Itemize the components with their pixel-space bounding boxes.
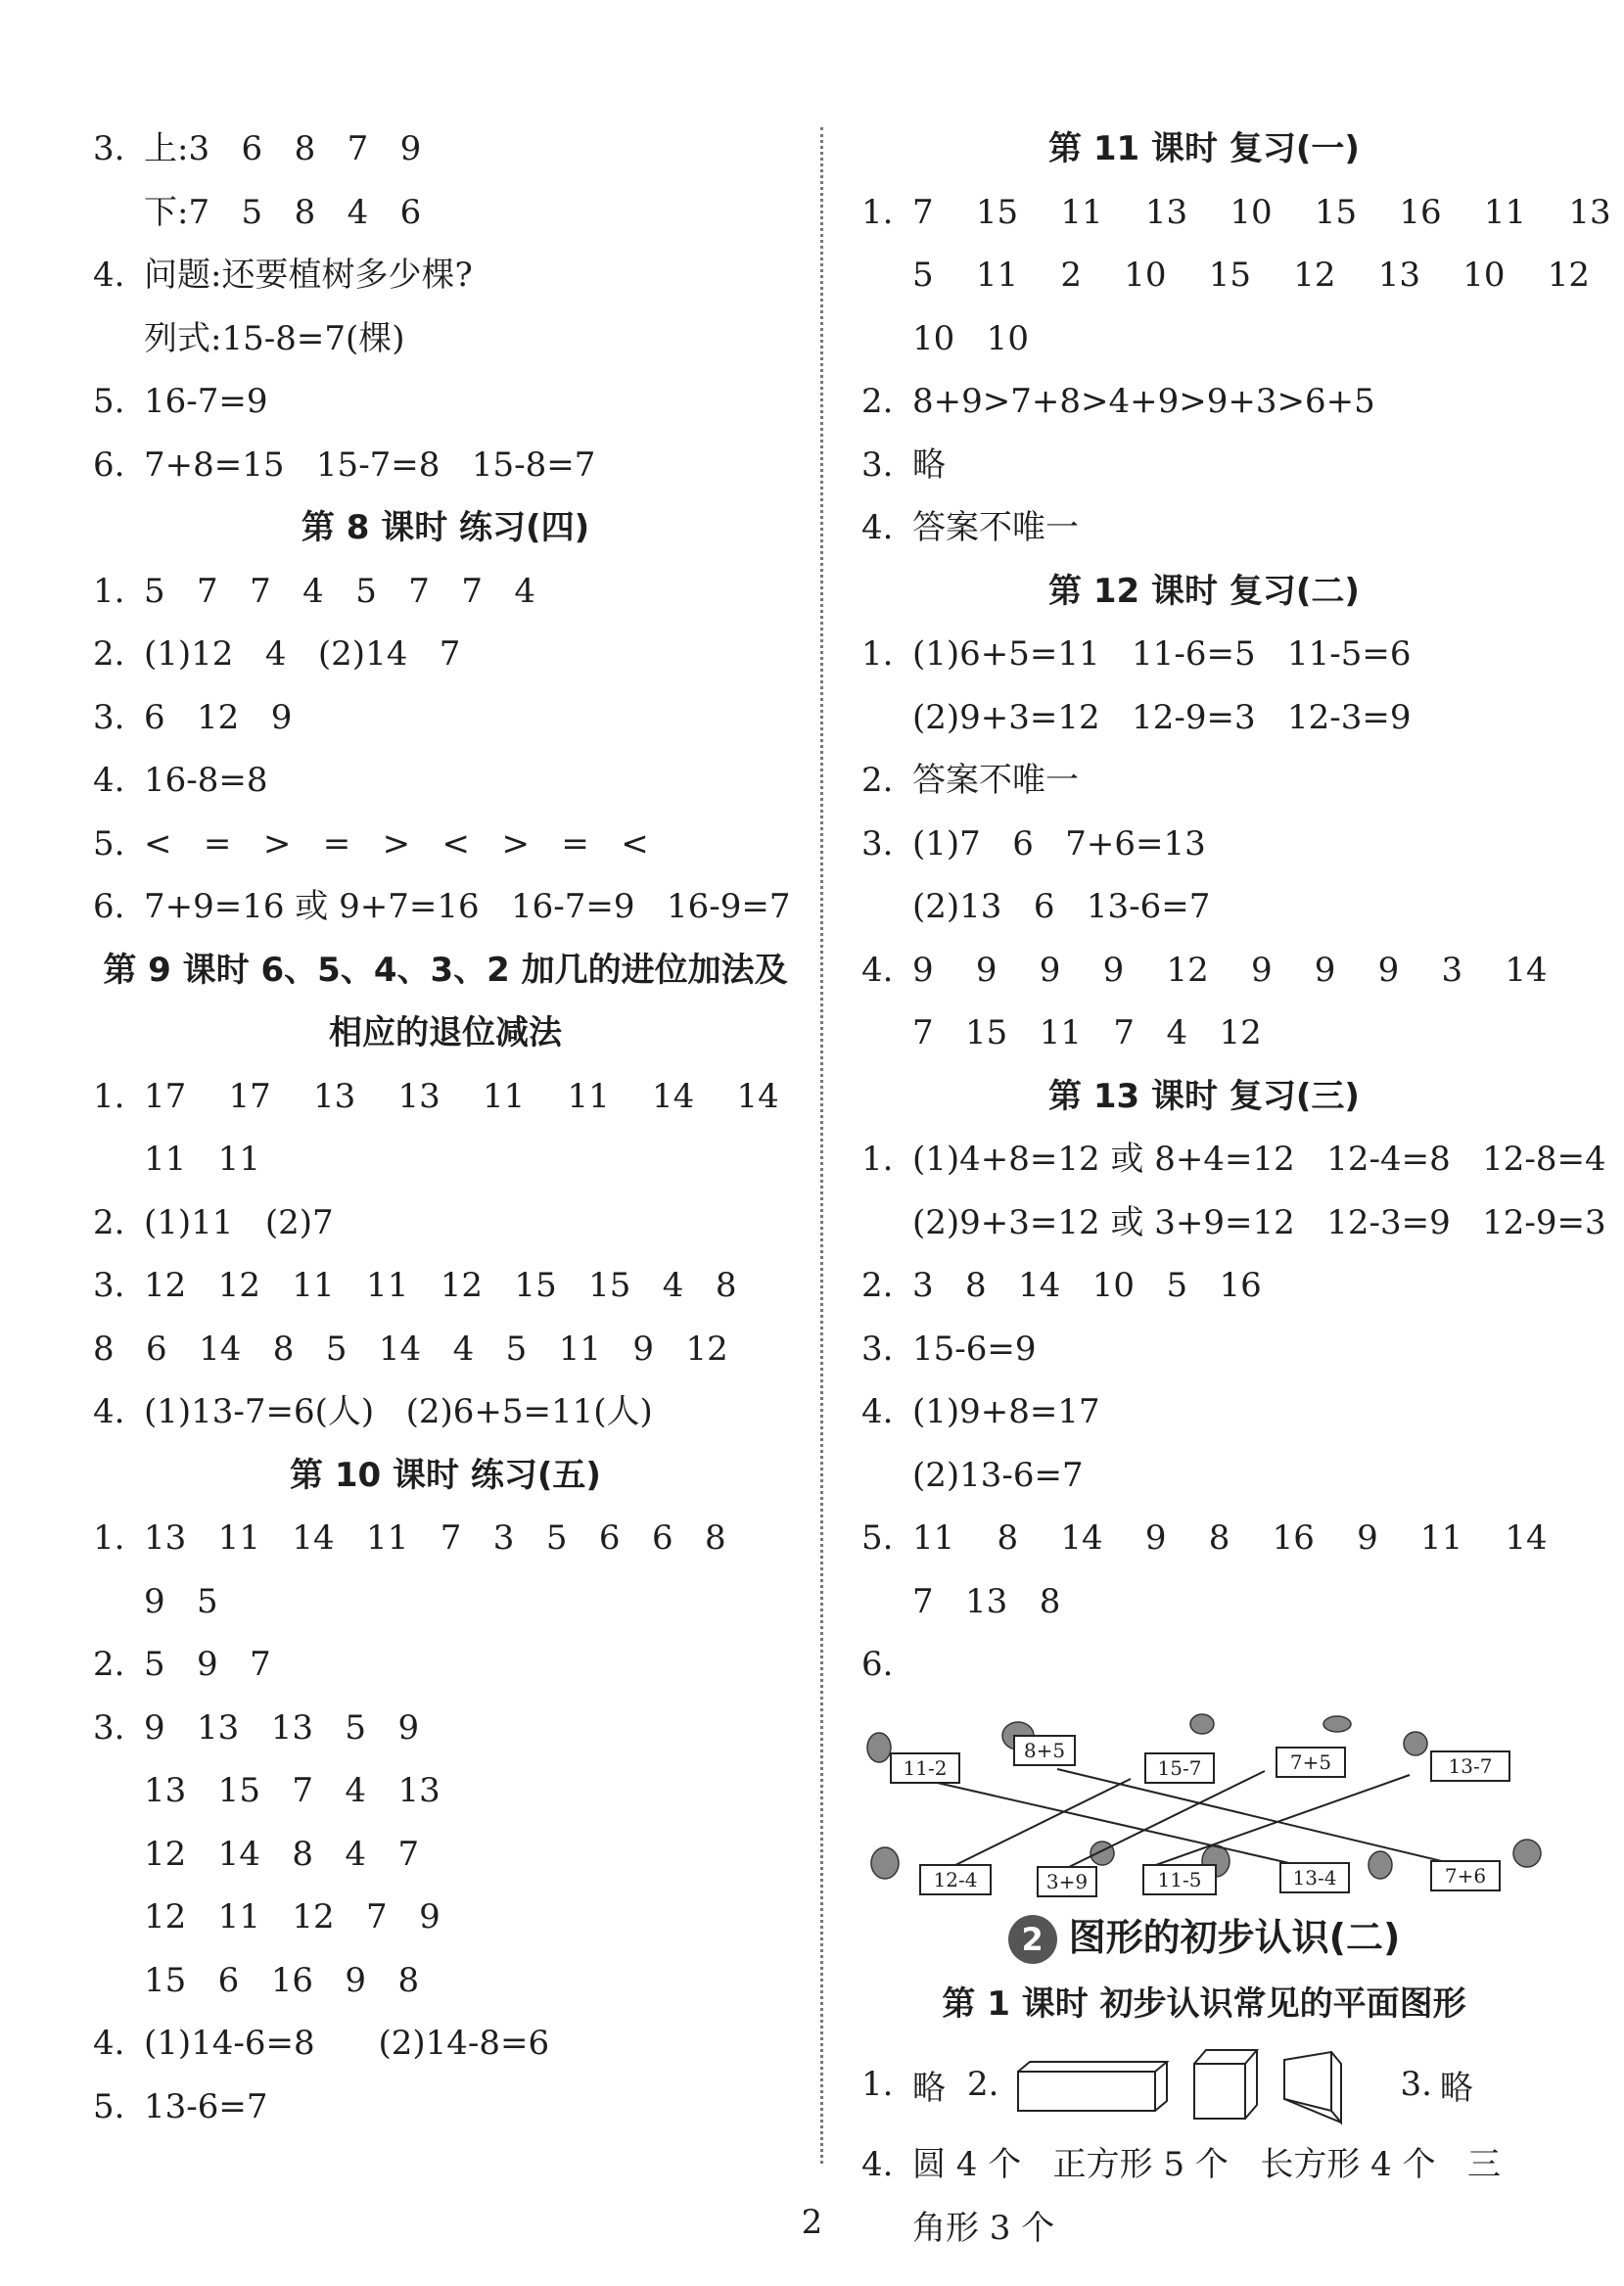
- question-number: 4.: [861, 508, 894, 547]
- answer-line: [861, 1380, 1547, 1444]
- answer-line: [93, 117, 798, 181]
- fox-icon: [1369, 1851, 1392, 1879]
- answer-line: [93, 1886, 798, 1949]
- answer-line: [93, 813, 798, 876]
- answer-text: 7 15 11 13 10 15 16 11 13: [912, 192, 1611, 232]
- question-number: 6.: [93, 887, 125, 926]
- answer-text: 7+9=16 或 9+7=16 16-7=9 16-9=7: [144, 887, 791, 926]
- question-number: 4.: [93, 1392, 125, 1431]
- match-bottom-3: 11-5: [1157, 1867, 1202, 1891]
- section-heading: 第 13 课时 复习(三): [1048, 1076, 1360, 1116]
- answer-line: [93, 875, 798, 939]
- mouse-icon: [1323, 1716, 1351, 1732]
- section-heading: 第 10 课时 练习(五): [290, 1455, 601, 1495]
- answer-text: 12 12 11 11 12 15 15 4 8: [144, 1266, 737, 1305]
- answer-text: (2)9+3=12 12-9=3 12-3=9: [912, 697, 1412, 737]
- answer-line: [93, 1065, 798, 1129]
- answer-text: < = > = > < > = <: [144, 823, 649, 863]
- q3-answer: 略: [1439, 2068, 1473, 2108]
- q4-line: [861, 2133, 1547, 2197]
- answer-text: 略: [912, 444, 946, 485]
- answer-text: 5 7 7 4 5 7 7 4: [144, 571, 536, 611]
- answer-line: [861, 496, 1547, 560]
- answer-text: 7 15 11 7 4 12: [912, 1013, 1262, 1052]
- section-heading: 第 11 课时 复习(一): [1048, 129, 1360, 168]
- answer-line: [861, 244, 1590, 307]
- question-number: 2.: [93, 1645, 125, 1684]
- question-number: 4.: [93, 761, 125, 800]
- match-bottom-1: 12-4: [933, 1867, 978, 1891]
- question-number: 3.: [861, 823, 894, 863]
- answer-line: [861, 307, 1547, 371]
- answer-text: 13 11 14 11 7 3 5 6 6 8: [144, 1518, 726, 1558]
- answer-text: 11 11: [144, 1140, 260, 1179]
- answer-line: [861, 1318, 1547, 1381]
- answer-text: 9 5: [144, 1581, 218, 1621]
- question-number: 2.: [861, 382, 894, 421]
- lesson-heading: 第 1 课时 初步认识常见的平面图形: [942, 1983, 1466, 2024]
- answer-line: [861, 1191, 1606, 1255]
- question-number: 1.: [861, 1140, 894, 1179]
- q3-number: 3.: [1400, 2065, 1432, 2104]
- answer-text: (1)11 (2)7: [144, 1202, 334, 1242]
- question-number: 5.: [93, 382, 125, 421]
- bird-icon: [1404, 1732, 1427, 1755]
- question-number: 4.: [93, 2024, 125, 2063]
- answer-line: [861, 749, 1547, 813]
- answer-line: [861, 686, 1547, 750]
- question-number: 6.: [861, 1645, 894, 1684]
- answer-text: (2)13-6=7: [912, 1455, 1084, 1495]
- left-column: [93, 117, 798, 2138]
- answer-line: [861, 370, 1547, 434]
- answer-text: 5 11 2 10 15 12 13 10 12: [912, 256, 1590, 295]
- match-bottom-2: 3+9: [1045, 1869, 1089, 1893]
- question-number: 2.: [93, 634, 125, 674]
- shapes-question-row: [861, 2035, 1547, 2133]
- question-number: 5.: [861, 1518, 894, 1558]
- answer-line: [861, 1507, 1547, 1570]
- answer-text: 10 10: [912, 318, 1029, 358]
- question-number: 3.: [93, 129, 125, 168]
- answer-text: (2)9+3=12 或 3+9=12 12-3=9 12-9=3: [912, 1202, 1606, 1242]
- match-top-5: 13-7: [1448, 1753, 1493, 1778]
- answer-text: (1)7 6 7+6=13: [912, 823, 1206, 863]
- question-number: 2.: [861, 1266, 894, 1305]
- question-number: 3.: [93, 1266, 125, 1305]
- answer-text: 12 14 8 4 7: [144, 1834, 420, 1874]
- answer-text: 5 9 7: [144, 1645, 271, 1684]
- page-number: 2: [801, 2203, 823, 2242]
- answer-line: [93, 1128, 798, 1191]
- bee-icon: [1513, 1840, 1541, 1867]
- answer-line: [93, 244, 798, 307]
- question-number: 1.: [93, 1076, 125, 1116]
- answer-line: [93, 1823, 798, 1887]
- question-number: 2.: [93, 1202, 125, 1242]
- answer-line: [93, 434, 798, 497]
- rabbit-icon: [867, 1733, 891, 1762]
- answer-text: 7+8=15 15-7=8 15-8=7: [144, 444, 596, 485]
- match-top-1: 11-2: [903, 1755, 948, 1780]
- answer-line: [861, 623, 1547, 686]
- question-number: 1.: [93, 1518, 125, 1558]
- answer-text: 下:7 5 8 4 6: [144, 192, 422, 232]
- answer-text: 13-6=7: [144, 2086, 268, 2126]
- cat-icon: [1190, 1714, 1214, 1734]
- answer-line: [93, 749, 798, 813]
- question-number: 5.: [93, 2086, 125, 2126]
- right-column: [861, 117, 1611, 2260]
- section-heading: 第 9 课时 6、5、4、3、2 加几的进位加法及: [103, 950, 788, 990]
- answer-text: 9 9 9 9 12 9 9 9 3 14: [912, 950, 1548, 990]
- answer-text: 7 13 8: [912, 1581, 1061, 1621]
- chapter-title-text: 图形的初步认识(二): [1068, 1915, 1401, 1959]
- answer-text: 15 6 16 9 8: [144, 1960, 420, 2000]
- match-bottom-4: 13-4: [1292, 1865, 1337, 1889]
- match-top-4: 7+5: [1289, 1749, 1332, 1774]
- question-number: 2.: [861, 761, 894, 800]
- answer-line: [93, 1759, 798, 1823]
- answer-text: 列式:15-8=7(棵): [144, 318, 405, 358]
- answer-text: 问题:还要植树多少棵?: [144, 256, 473, 295]
- question-number: 4.: [93, 256, 125, 295]
- question-number: 5.: [93, 823, 125, 863]
- answer-line: [861, 1254, 1547, 1318]
- right-answer-blocks: [861, 117, 1611, 1697]
- answer-text: (1)9+8=17: [912, 1392, 1100, 1431]
- question-number: 1.: [861, 634, 894, 674]
- section-heading: 相应的退位减法: [329, 1013, 562, 1052]
- answer-line: [93, 623, 798, 686]
- solid-shapes-figure: [1008, 2040, 1380, 2128]
- answer-line: [861, 1002, 1547, 1065]
- q2-number: 2.: [967, 2065, 999, 2104]
- match-bottom-5: 7+6: [1444, 1863, 1487, 1888]
- answer-line: [861, 1633, 1547, 1697]
- answer-line: [861, 181, 1611, 245]
- column-divider: [820, 127, 823, 2164]
- answer-line: [861, 813, 1547, 876]
- question-number: 3.: [93, 1707, 125, 1748]
- match-top-2: 8+5: [1023, 1738, 1066, 1762]
- section-heading: 第 8 课时 练习(四): [301, 508, 590, 547]
- question-number: 4.: [861, 1392, 894, 1431]
- question-number: 1.: [861, 192, 894, 232]
- question-number: 3.: [93, 697, 125, 737]
- answer-line: [861, 1128, 1606, 1191]
- answer-line: [861, 1444, 1547, 1508]
- answer-text: 8 6 14 8 5 14 4 5 11 9 12: [93, 1329, 728, 1369]
- answer-line: [93, 1949, 798, 2013]
- answer-line: [93, 1380, 798, 1444]
- question-number: 1.: [93, 571, 125, 611]
- answer-line: [93, 1318, 798, 1381]
- answer-line: [93, 2012, 798, 2076]
- answer-text: 16-7=9: [144, 382, 268, 421]
- answer-text: 答案不唯一: [912, 761, 1079, 800]
- goat-icon: [871, 1847, 899, 1879]
- answer-line: [861, 1570, 1547, 1634]
- answer-line: [93, 307, 798, 371]
- answer-line: [93, 1254, 798, 1318]
- answer-line: [93, 686, 798, 750]
- q1-number: 1.: [861, 2065, 894, 2104]
- answer-text: 12 11 12 7 9: [144, 1897, 441, 1936]
- chapter-number-badge: 2: [1008, 1915, 1057, 1964]
- answer-line: [861, 939, 1547, 1003]
- q4-answer-continued: 角形 3 个: [912, 2208, 1055, 2248]
- answer-text: (1)13-7=6(人) (2)6+5=11(人): [144, 1392, 653, 1431]
- question-number: 6.: [93, 444, 125, 485]
- answer-line: [861, 875, 1547, 939]
- q4-answer: 圆 4 个 正方形 5 个 长方形 4 个 三: [912, 2145, 1502, 2184]
- answer-line: [93, 1507, 798, 1570]
- cuboid-shape: [1018, 2072, 1155, 2111]
- chapter-title: [861, 1902, 1547, 1973]
- answer-text: 11 8 14 9 8 16 9 11 14: [912, 1518, 1548, 1558]
- answer-text: 6 12 9: [144, 697, 293, 737]
- answer-line: [93, 560, 798, 624]
- answer-line: [861, 434, 1547, 497]
- q1-answer: 略: [912, 2068, 946, 2108]
- answer-text: (1)12 4 (2)14 7: [144, 634, 461, 674]
- question-number: 4.: [861, 950, 894, 990]
- answer-line: [93, 1191, 798, 1255]
- cube-shape: [1194, 2064, 1245, 2119]
- answer-text: (1)4+8=12 或 8+4=12 12-4=8 12-8=4: [912, 1140, 1606, 1179]
- answer-line: [93, 370, 798, 434]
- question-number: 3.: [861, 1329, 894, 1369]
- answer-text: 9 13 13 5 9: [144, 1707, 420, 1748]
- answer-text: 答案不唯一: [912, 508, 1079, 547]
- answer-text: 13 15 7 4 13: [144, 1771, 441, 1810]
- answer-text: (2)13 6 13-6=7: [912, 887, 1211, 926]
- answer-text: (1)6+5=11 11-6=5 11-5=6: [912, 634, 1412, 674]
- answer-text: 3 8 14 10 5 16: [912, 1266, 1262, 1305]
- question-number: 3.: [861, 444, 894, 485]
- answer-line: [93, 1570, 798, 1634]
- answer-text: 16-8=8: [144, 761, 268, 800]
- monkey-icon: [1090, 1842, 1114, 1865]
- section-heading: 第 12 课时 复习(二): [1048, 571, 1360, 611]
- answer-line: [93, 181, 798, 245]
- answer-line: [93, 2076, 798, 2139]
- answer-line: [93, 1633, 798, 1697]
- answer-text: 15-6=9: [912, 1329, 1037, 1369]
- answer-text: 上:3 6 8 7 9: [144, 129, 422, 168]
- matching-lines: [861, 1706, 1547, 1902]
- matching-diagram: [861, 1706, 1547, 1902]
- answer-text: (1)14-6=8 (2)14-8=6: [144, 2024, 550, 2063]
- answer-line: [93, 1697, 798, 1760]
- answer-text: 8+9>7+8>4+9>9+3>6+5: [912, 382, 1375, 421]
- q4-number: 4.: [861, 2145, 894, 2184]
- answer-text: 17 17 13 13 11 11 14 14: [144, 1076, 779, 1116]
- match-top-3: 15-7: [1157, 1755, 1202, 1780]
